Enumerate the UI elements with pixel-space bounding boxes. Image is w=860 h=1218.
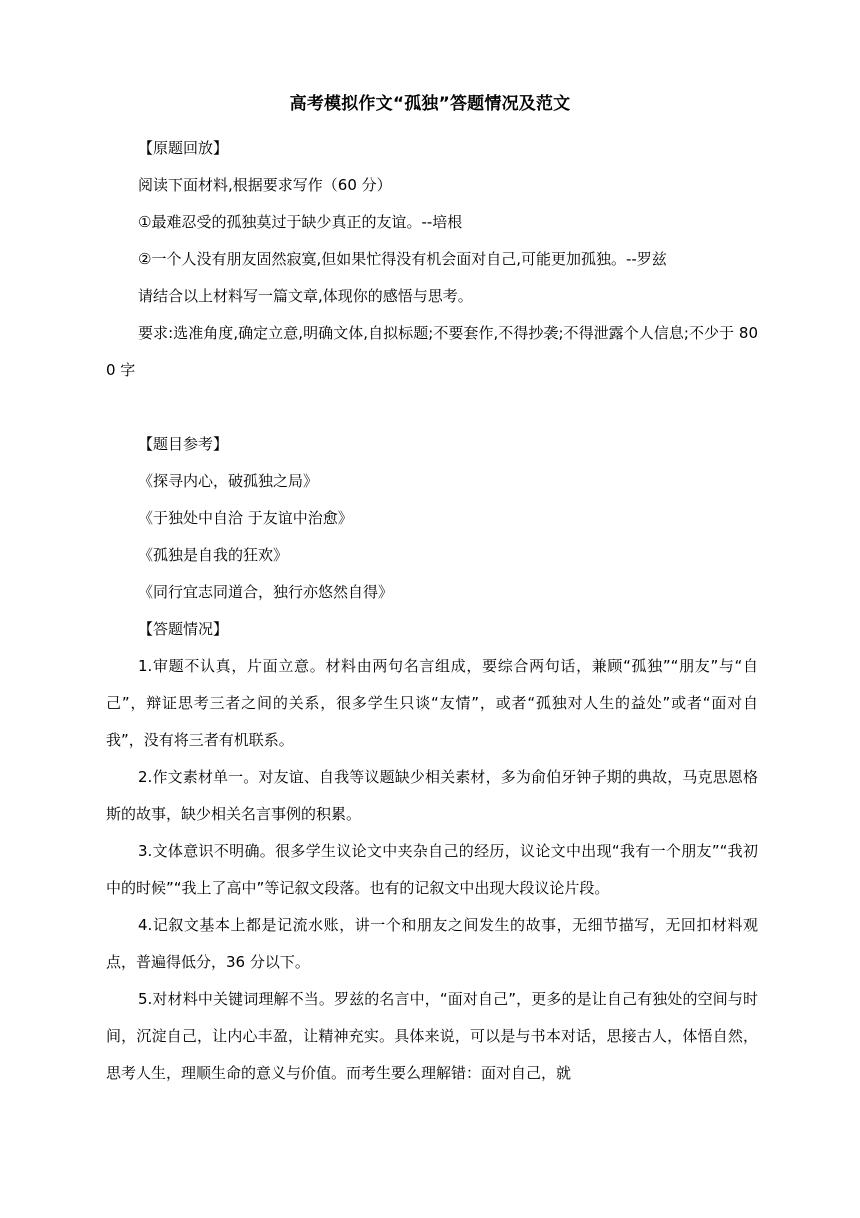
writing-prompt: 请结合以上材料写一篇文章,体现你的感悟与思考。: [138, 287, 473, 305]
document-title: 高考模拟作文“孤独”答题情况及范文: [289, 94, 571, 114]
document-body: [106, 130, 758, 1092]
reference-title-1: 《探寻内心，破孤独之局》: [138, 472, 319, 490]
instruction-paragraph: 阅读下面材料,根据要求写作（60 分）: [138, 176, 392, 194]
reference-title-3: 《孤独是自我的狂欢》: [138, 546, 289, 564]
material-quote-1: ①最难忍受的孤独莫过于缺少真正的友谊。--培根: [138, 213, 463, 231]
answer-point-2: 2.作文素材单一。对友谊、自我等议题缺少相关素材，多为俞伯牙钟子期的典故，马克思恩格斯的故事，缺少相关名言事例的积累。: [106, 768, 758, 823]
section-heading-title-reference: 【题目参考】: [138, 435, 229, 453]
answer-point-1: 1.审题不认真，片面立意。材料由两句名言组成，要综合两句话，兼顾“孤独”“朋友”与“自己”，辩证思考三者之间的关系，很多学生只谈“友情”，或者“孤独对人生的益处”或者“面对自我”，没有将三者有机联系。: [106, 657, 758, 749]
section-heading-original-question: 【原题回放】: [138, 139, 229, 157]
blank-line: [106, 389, 758, 426]
reference-title-2: 《于独处中自洽 于友谊中治愈》: [138, 509, 353, 527]
section-heading-answer-situation: 【答题情况】: [138, 620, 229, 638]
answer-point-3: 3.文体意识不明确。很多学生议论文中夹杂自己的经历，议论文中出现“我有一个朋友”“我初中的时候”“我上了高中”等记叙文段落。也有的记叙文中出现大段议论片段。: [106, 842, 758, 897]
material-quote-2: ②一个人没有朋友固然寂寞,但如果忙得没有机会面对自己,可能更加孤独。--罗兹: [138, 250, 667, 268]
reference-title-4: 《同行宜志同道合，独行亦悠然自得》: [138, 583, 394, 601]
writing-requirements: 要求:选准角度,确定立意,明确文体,自拟标题;不要套作,不得抄袭;不得泄露个人信息;不少于 800 字: [106, 324, 758, 379]
answer-point-5: 5.对材料中关键词理解不当。罗兹的名言中，“面对自己”，更多的是让自己有独处的空间与时间，沉淀自己，让内心丰盈，让精神充实。具体来说，可以是与书本对话，思接古人，体悟自然，思考人生，理顺生命的意义与价值。而考生要么理解错：面对自己，就: [106, 990, 758, 1082]
answer-point-4: 4.记叙文基本上都是记流水账，讲一个和朋友之间发生的故事，无细节描写，无回扣材料观点，普遍得低分，36 分以下。: [106, 916, 758, 971]
